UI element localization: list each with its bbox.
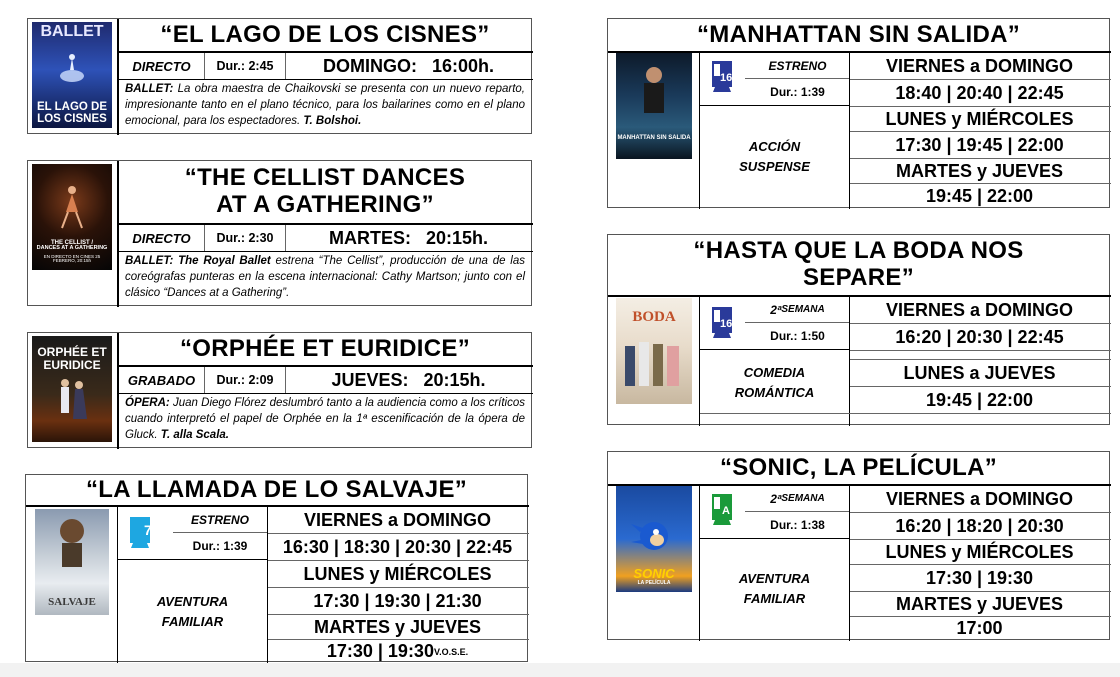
genre-label: AVENTURA FAMILIAR bbox=[738, 571, 811, 606]
event-description: BALLET: La obra maestra de Chaikovski se presenta con un nuevo reparto, impresionante tanto en el plano técnico, para los bailarines como en el plano emocional, para los espectadores. T. Bolshoi. bbox=[125, 83, 525, 127]
poster-title: ORPHÉE ET bbox=[37, 345, 107, 359]
schedule-times: 19:45 | 22:00 bbox=[925, 389, 1034, 410]
dancer-icon bbox=[52, 182, 92, 232]
man-and-dog-icon bbox=[42, 513, 102, 573]
showtime bbox=[286, 53, 531, 79]
event-title: “EL LAGO DE LOS CISNES” bbox=[160, 20, 490, 48]
schedule-times: 18:40 | 20:40 | 22:45 bbox=[895, 82, 1064, 103]
poster-title: SONIC bbox=[633, 566, 675, 582]
wedding-group-icon bbox=[621, 332, 687, 392]
poster-subtitle: LA PELÍCULA bbox=[637, 579, 671, 586]
age-rating-a-icon bbox=[709, 492, 735, 526]
age-rating-16-icon bbox=[709, 59, 735, 93]
duration-label: Dur.: 2:45 bbox=[216, 59, 274, 73]
movie-title: “MANHATTAN SIN SALIDA” bbox=[696, 20, 1021, 48]
event-card-orphee bbox=[27, 332, 532, 448]
page-bottom-strip bbox=[0, 663, 1120, 677]
poster-title: BODA bbox=[632, 309, 676, 325]
poster-image bbox=[616, 486, 692, 592]
poster-title: BALLET bbox=[40, 23, 104, 40]
format-label: GRABADO bbox=[127, 372, 196, 388]
duration-label: Dur.: 1:39 bbox=[192, 539, 248, 553]
poster-subtitle: LOS CISNES bbox=[37, 112, 107, 125]
poster-caption: EN DIRECTO EN CINES 25 FEBRERO, 20:15h bbox=[43, 253, 101, 264]
movie-card-boda bbox=[607, 234, 1110, 425]
poster-subtitle: DANCES AT A GATHERING bbox=[36, 244, 108, 251]
duration-label: Dur.: 2:30 bbox=[216, 231, 274, 245]
schedule-days: LUNES y MIÉRCOLES bbox=[303, 563, 492, 584]
showtime-hour: 20:15h. bbox=[423, 369, 486, 390]
duration-label: Dur.: 1:38 bbox=[770, 518, 825, 532]
svg-text:A: A bbox=[722, 505, 730, 517]
schedule-days: LUNES y MIÉRCOLES bbox=[885, 541, 1074, 562]
genre-label: COMEDIA ROMÁNTICA bbox=[734, 365, 815, 400]
poster-image bbox=[616, 53, 692, 159]
poster-image bbox=[32, 22, 112, 128]
poster-subtitle: EURIDICE bbox=[43, 357, 101, 372]
schedule-times: 17:30 | 19:30 V.O.S.E. bbox=[326, 641, 469, 661]
showtime-hour: 16:00h. bbox=[431, 55, 495, 76]
format-label: DIRECTO bbox=[132, 58, 191, 74]
schedule-times: 16:20 | 20:30 | 22:45 bbox=[895, 326, 1064, 347]
duration-label: Dur.: 2:09 bbox=[216, 373, 274, 387]
poster-image bbox=[35, 509, 109, 615]
age-rating-7-icon bbox=[127, 515, 153, 549]
schedule-times: 17:30 | 19:30 bbox=[925, 567, 1034, 588]
schedule-times: 16:20 | 18:20 | 20:30 bbox=[895, 515, 1064, 536]
event-description: ÓPERA: Juan Diego Flórez deslumbró tanto a la audiencia como a los críticos cuando interpretó el papel de Orphée en la 1ª escenificación de la ópera de Gluck. T. alla Scala. bbox=[125, 397, 525, 441]
showtime-day: DOMINGO: bbox=[322, 55, 417, 76]
poster-image bbox=[32, 164, 112, 270]
movie-card-salvaje bbox=[25, 474, 528, 662]
duration-label: Dur.: 1:50 bbox=[770, 329, 825, 343]
event-description: BALLET: The Royal Ballet estrena “The Cellist”, producción de una de las coreógrafas punteras en la escena internacional: Cathy Martson; junto con el clásico “Dances at a Gathering”. bbox=[125, 255, 525, 299]
schedule-days: MARTES y JUEVES bbox=[895, 593, 1064, 614]
movie-title: “HASTA QUE LA BODA NOS SEPARE” bbox=[693, 237, 1024, 291]
sonic-character-icon bbox=[629, 514, 679, 564]
schedule-days: LUNES a JUEVES bbox=[903, 362, 1056, 383]
schedule-days: VIERNES a DOMINGO bbox=[885, 488, 1074, 509]
swan-dancer-icon bbox=[52, 52, 92, 92]
schedule-times: 17:30 | 19:30 | 21:30 bbox=[313, 590, 482, 611]
poster-image bbox=[32, 336, 112, 442]
release-status: 2ª SEMANA bbox=[770, 491, 825, 506]
event-title: “ORPHÉE ET EURIDICE” bbox=[179, 334, 471, 362]
release-status: 2ª SEMANA bbox=[770, 302, 825, 317]
duration-label: Dur.: 1:39 bbox=[770, 85, 825, 99]
movie-title: “LA LLAMADA DE LO SALVAJE” bbox=[85, 475, 468, 503]
singers-icon bbox=[47, 375, 97, 425]
event-title: “THE CELLIST DANCES AT A GATHERING” bbox=[184, 164, 466, 218]
format-label: DIRECTO bbox=[132, 230, 191, 246]
schedule-days: VIERNES a DOMINGO bbox=[885, 299, 1074, 320]
age-rating-16-icon bbox=[709, 305, 735, 339]
poster-title: MANHATTAN SIN SALIDA bbox=[617, 134, 691, 141]
poster-title: SALVAJE bbox=[48, 596, 96, 609]
poster-subtitle: EL LAGO DE bbox=[36, 100, 108, 113]
poster-title: THE CELLIST / bbox=[51, 239, 93, 246]
schedule-days: LUNES y MIÉRCOLES bbox=[885, 108, 1074, 129]
movie-title: “SONIC, LA PELÍCULA” bbox=[719, 453, 998, 481]
event-card-lago bbox=[27, 18, 532, 134]
schedule-days: MARTES y JUEVES bbox=[313, 616, 482, 637]
showtime-hour: 20:15h. bbox=[425, 227, 489, 248]
svg-text:16: 16 bbox=[720, 318, 733, 330]
svg-text:16: 16 bbox=[720, 72, 733, 84]
release-status: ESTRENO bbox=[190, 512, 249, 527]
schedule-days: VIERNES a DOMINGO bbox=[303, 509, 492, 530]
svg-text:7: 7 bbox=[144, 522, 152, 538]
action-hero-icon bbox=[629, 63, 679, 123]
movie-card-sonic bbox=[607, 451, 1110, 640]
vose-tag: V.O.S.E. bbox=[433, 646, 469, 657]
showtime bbox=[286, 367, 531, 393]
schedule-days: MARTES y JUEVES bbox=[895, 160, 1064, 181]
showtime-day: JUEVES: bbox=[331, 369, 409, 390]
movie-card-manhattan bbox=[607, 18, 1110, 208]
schedule-times: 16:30 | 18:30 | 20:30 | 22:45 bbox=[282, 536, 513, 557]
schedule-times: 19:45 | 22:00 bbox=[925, 185, 1034, 206]
showtime-day: MARTES: bbox=[328, 227, 411, 248]
genre-label: ACCIÓN SUSPENSE bbox=[739, 138, 810, 174]
schedule-times: 17:30 | 19:45 | 22:00 bbox=[895, 134, 1064, 155]
schedule-days: VIERNES a DOMINGO bbox=[885, 55, 1074, 76]
schedule-times: 17:00 bbox=[956, 618, 1003, 638]
showtime bbox=[286, 225, 531, 251]
event-card-cellist bbox=[27, 160, 532, 306]
release-status: ESTRENO bbox=[768, 58, 827, 73]
poster-image bbox=[616, 298, 692, 404]
genre-label: AVENTURA FAMILIAR bbox=[156, 593, 229, 629]
